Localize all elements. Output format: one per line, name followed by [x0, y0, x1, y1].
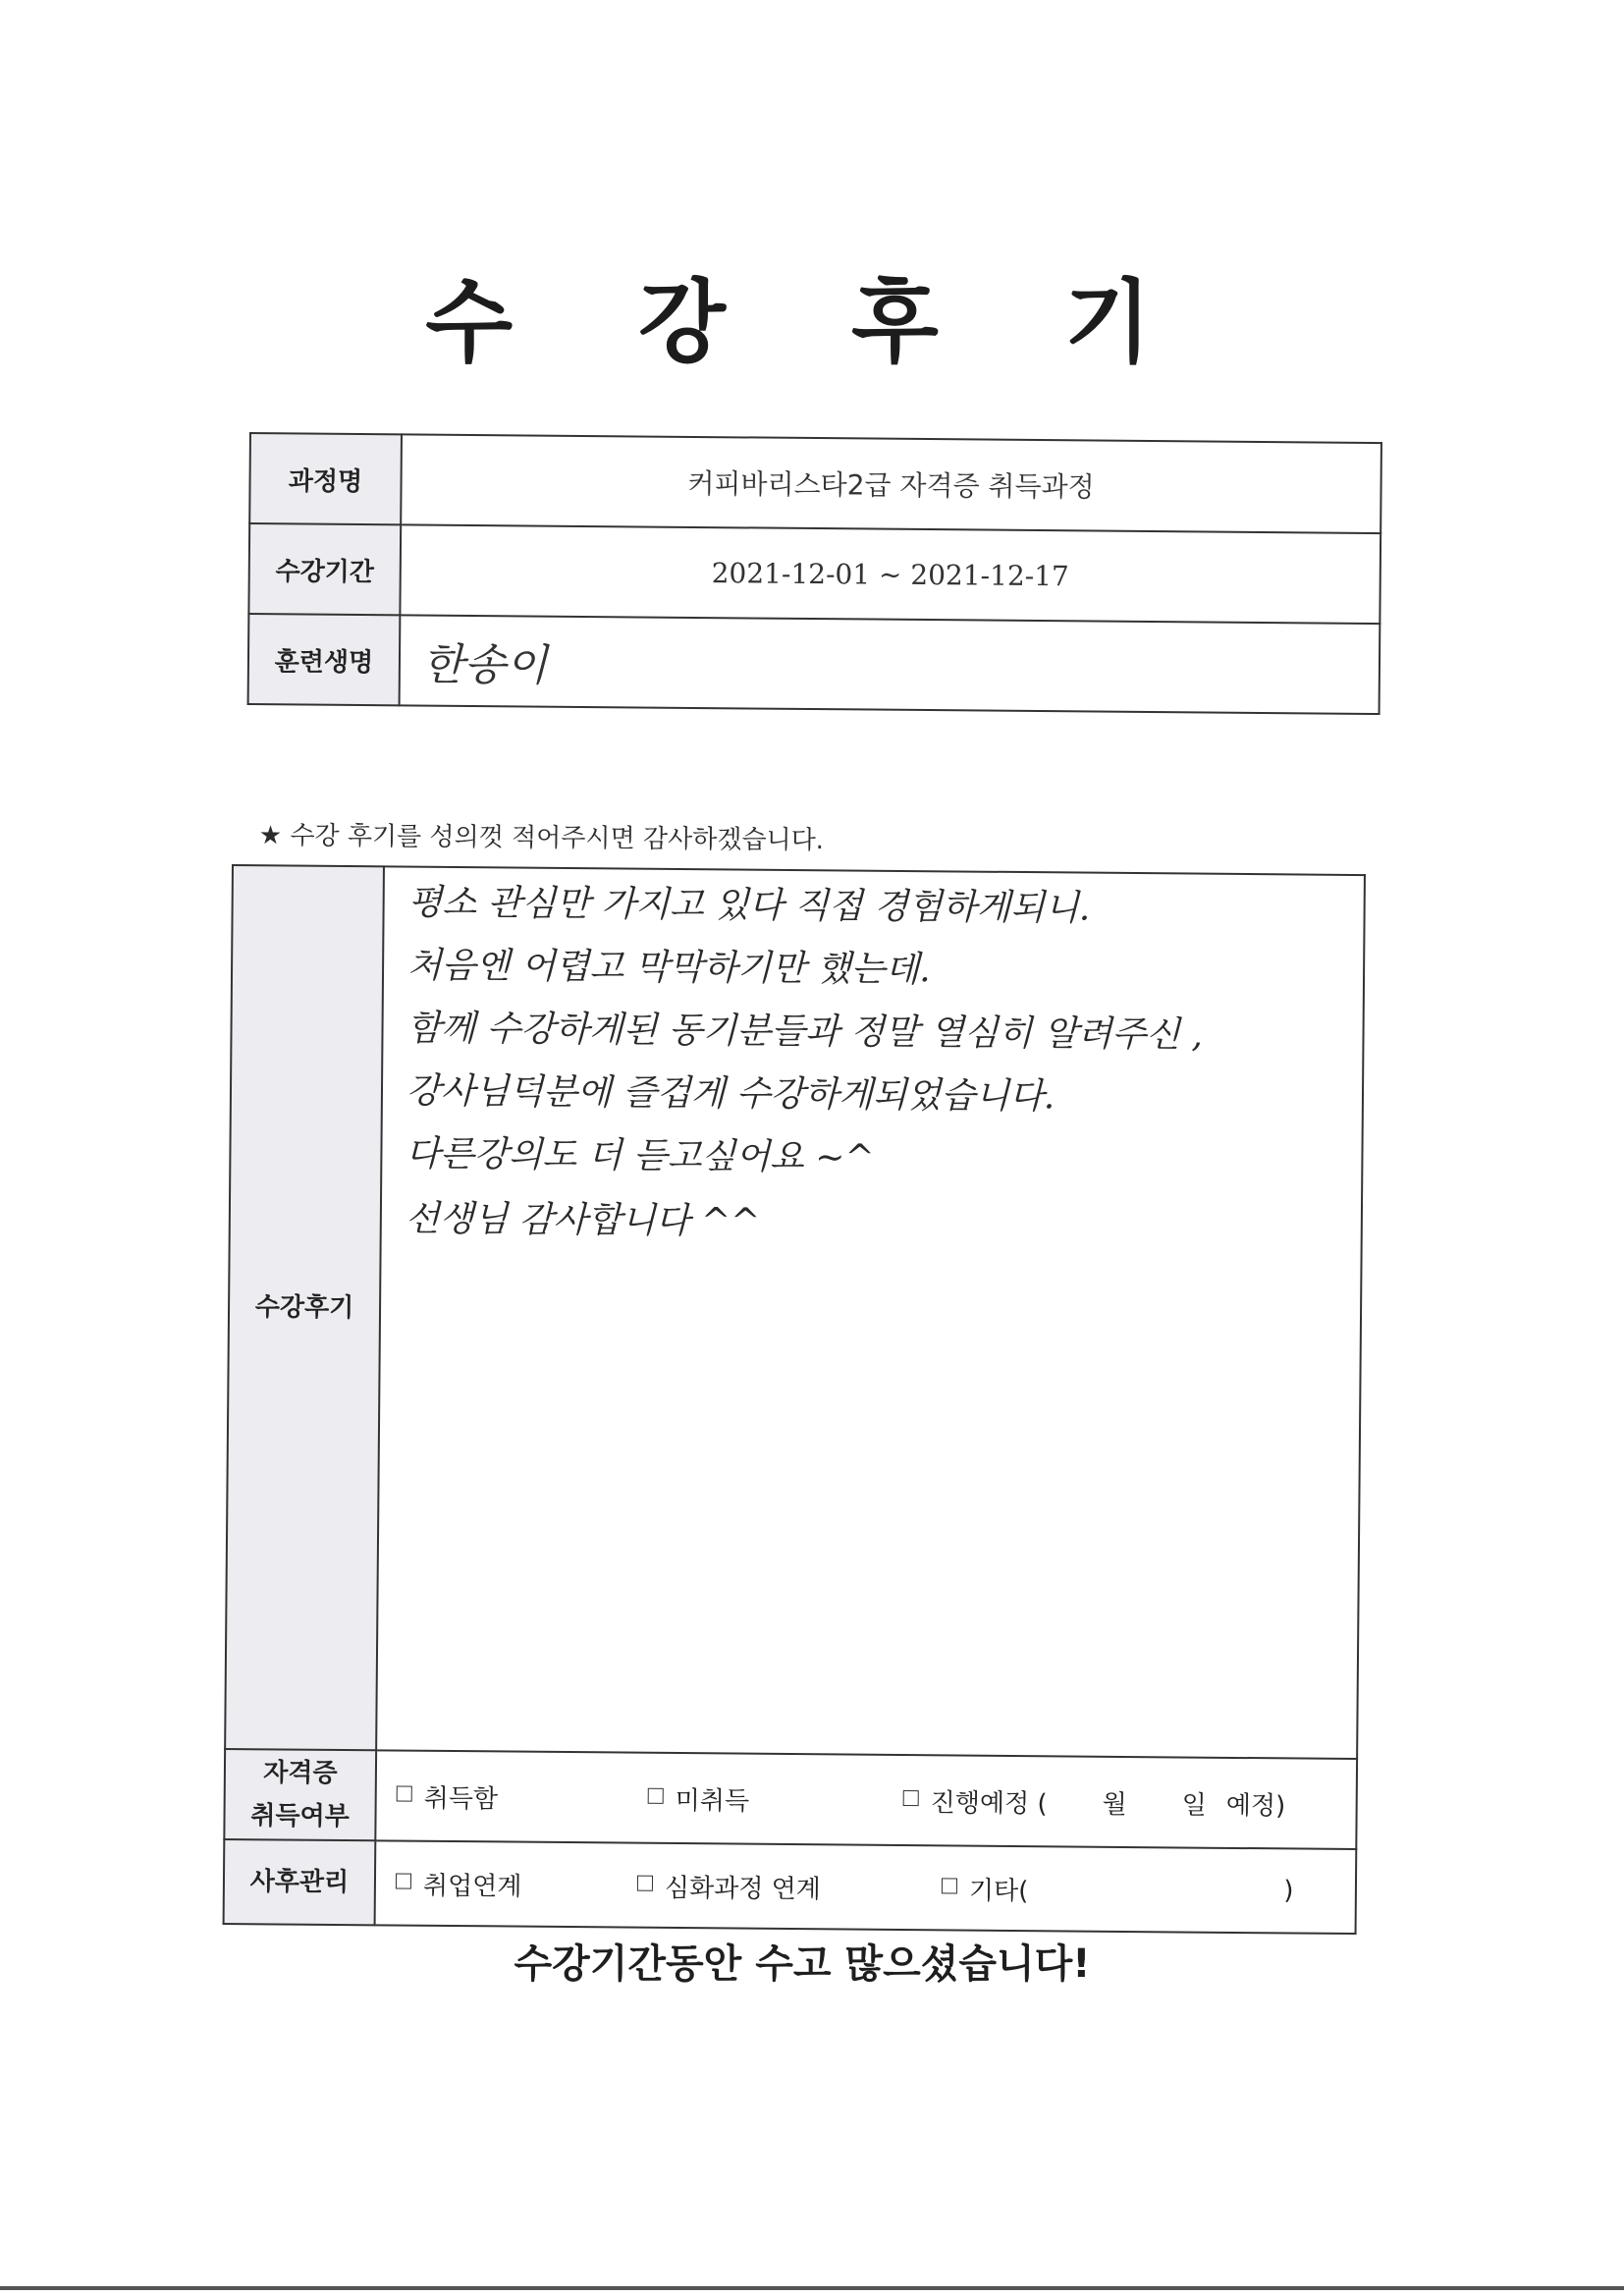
- trainee-label: 훈련생명: [248, 614, 401, 705]
- trainee-row: [248, 614, 1380, 714]
- page-title: 수 강 후 기: [425, 270, 1199, 375]
- aftercare-option-job[interactable]: [396, 1865, 637, 1903]
- review-line: 처음엔 어렵고 막막하기만 했는데.: [406, 945, 931, 991]
- cert-label-line2: 취득여부: [250, 1801, 350, 1832]
- cert-options: [375, 1750, 1357, 1849]
- cert-option-obtained-label: 취득함: [423, 1783, 499, 1815]
- course-value: 커피바리스타2급 자격증 취득과정: [401, 434, 1381, 533]
- cert-label: [224, 1749, 376, 1841]
- review-row: [225, 865, 1365, 1759]
- aftercare-option-job-label: 취업연계: [422, 1871, 522, 1902]
- checkbox-icon[interactable]: [942, 1879, 957, 1894]
- review-line: 강사님덕분에 즐겁게 수강하게되었습니다.: [406, 1070, 1056, 1118]
- aftercare-option-other[interactable]: [942, 1870, 1294, 1909]
- cert-option-obtained[interactable]: [397, 1777, 648, 1816]
- review-label: 수강후기: [225, 865, 384, 1750]
- period-row: [248, 523, 1380, 624]
- checkbox-icon[interactable]: [397, 1786, 412, 1802]
- checkbox-icon[interactable]: [396, 1874, 411, 1889]
- aftercare-row: [224, 1839, 1357, 1934]
- review-body: [376, 866, 1365, 1759]
- aftercare-other-close: ): [1283, 1876, 1294, 1906]
- cert-option-not-obtained-label: 미취득: [675, 1785, 750, 1817]
- course-label: 과정명: [249, 433, 402, 524]
- checkbox-icon[interactable]: [903, 1790, 919, 1806]
- checkbox-icon[interactable]: [637, 1876, 653, 1891]
- aftercare-option-other-label: 기타(: [968, 1876, 1029, 1906]
- closing-message: [0, 1933, 1624, 1989]
- cert-option-planned-label: 진행예정 (: [930, 1787, 1048, 1819]
- cert-option-not-obtained[interactable]: [648, 1779, 903, 1818]
- period-value: 2021-12-01 ~ 2021-12-17: [400, 524, 1380, 624]
- cert-row: [224, 1749, 1357, 1849]
- course-row: [249, 433, 1381, 533]
- cert-day-label: 일: [1181, 1790, 1207, 1821]
- notice-text: ★ 수강 후기를 성의껏 적어주시면 감사하겠습니다.: [258, 820, 825, 856]
- review-line: 선생님 감사합니다 ^^: [405, 1198, 761, 1242]
- review-line: 다른강의도 더 듣고싶어요 ~^: [406, 1133, 875, 1178]
- cert-month-label: 월: [1102, 1789, 1127, 1820]
- review-line: 함께 수강하게된 동기분들과 정말 열심히 알려주신 ,: [406, 1008, 1204, 1056]
- aftercare-label: 사후관리: [224, 1839, 376, 1925]
- aftercare-option-advanced-label: 심화과정 연계: [664, 1873, 822, 1905]
- review-table: [223, 864, 1366, 1935]
- closing-message-text: 수강기간동안 수고 많으셨습니다!: [514, 1941, 1091, 1987]
- scan-edge-line: [0, 2286, 1624, 2290]
- trainee-name-handwritten: 한송이: [400, 615, 1380, 714]
- aftercare-options: [375, 1841, 1357, 1935]
- cert-planned-suffix: 예정): [1225, 1790, 1286, 1822]
- aftercare-option-advanced[interactable]: [637, 1868, 942, 1907]
- review-line: 평소 관심만 가지고 있다 직접 경험하게되니.: [407, 882, 1091, 929]
- checkbox-icon[interactable]: [648, 1788, 664, 1804]
- period-label: 수강기간: [248, 523, 401, 615]
- cert-label-line1: 자격증: [263, 1758, 338, 1788]
- course-info-table: [247, 432, 1382, 715]
- cert-option-planned[interactable]: [903, 1782, 1286, 1822]
